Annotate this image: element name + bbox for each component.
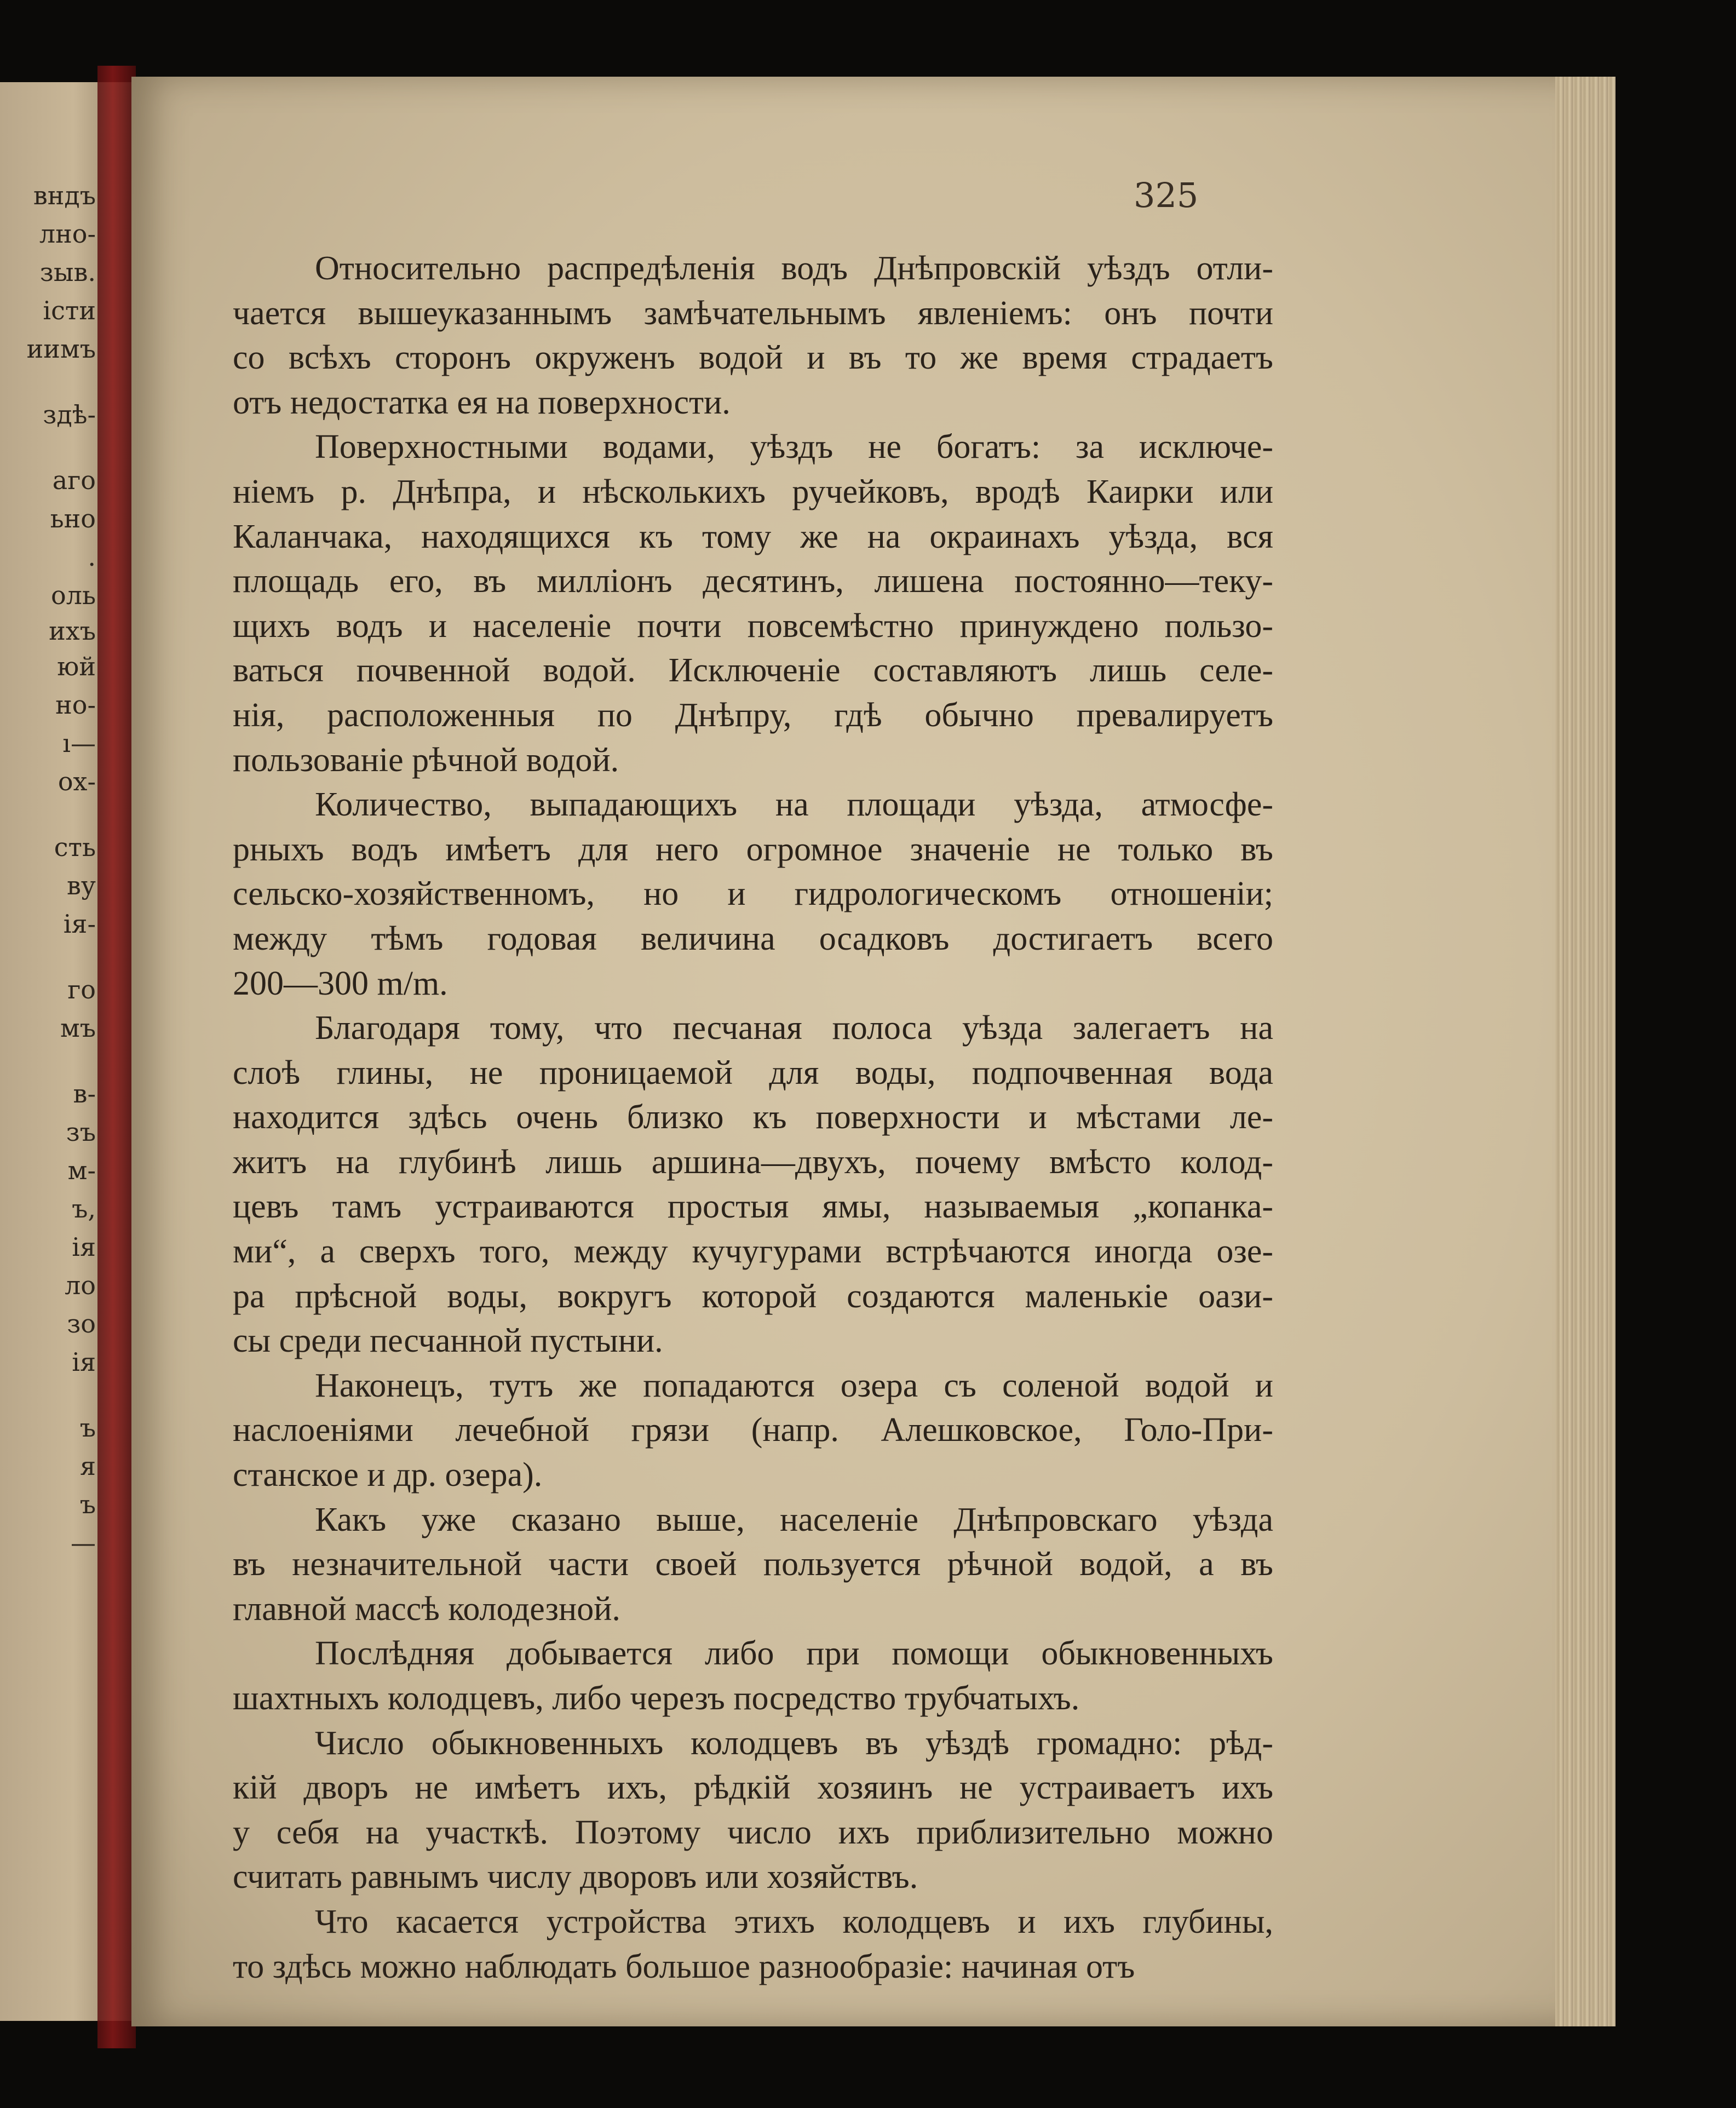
left-page-fragment: ія- [63, 909, 96, 939]
binding-ribbon [97, 66, 136, 2048]
paragraph [233, 783, 1273, 1006]
text-line: чается вышеуказаннымъ замѣчательнымъ явленіемъ: онъ почти [233, 294, 1273, 332]
paragraph [233, 1364, 1273, 1498]
text-line: сельско-хозяйственномъ, но и гидрологическомъ отношеніи; [233, 875, 1273, 913]
paragraph [233, 425, 1273, 783]
text-line: Каланчака, находящихся къ тому же на окраинахъ уѣзда, вся [233, 518, 1273, 555]
left-page-fragment: го [67, 975, 96, 1004]
text-line: Наконецъ, тутъ же попадаются озера съ соленой водой и [315, 1366, 1273, 1404]
left-page-fragment: я [79, 1451, 96, 1481]
left-page-fragment: ихъ [49, 616, 96, 646]
page-stack-edge [1555, 77, 1616, 2026]
left-page-fragment: істи [43, 296, 96, 325]
text-line: главной массѣ колодезной. [233, 1590, 620, 1628]
paragraph [233, 1632, 1273, 1721]
text-line: ми“, а сверхъ того, между кучугурами встрѣчаются иногда озе- [233, 1233, 1273, 1271]
text-line: ра прѣсной воды, вокругъ которой создаются маленькіе оази- [233, 1277, 1273, 1315]
left-page-fragment: сть [54, 832, 96, 862]
text-line: Относительно распредѣленія водъ Днѣпровскій уѣздъ отли- [315, 250, 1273, 287]
left-page-fragment: вндъ [33, 181, 96, 210]
body-text [233, 246, 1273, 1989]
left-page-fragment: ву [67, 871, 96, 900]
text-line: щихъ водъ и населеніе почти повсемѣстно принуждено пользо- [233, 607, 1273, 645]
text-line: между тѣмъ годовая величина осадковъ достигаетъ всего [233, 920, 1273, 957]
text-line: то здѣсь можно наблюдать большое разнообразіе: начиная отъ [233, 1948, 1135, 1985]
text-line: цевъ тамъ устраиваются простыя ямы, называемыя „копанка- [233, 1188, 1273, 1226]
text-line: со всѣхъ сторонъ окруженъ водой и въ то же время страдаетъ [233, 339, 1273, 377]
text-line: отъ недостатка ея на поверхности. [233, 383, 731, 421]
left-page-fragment: оль [51, 581, 96, 610]
text-line: ваться почвенной водой. Исключеніе составляютъ лишь селе- [233, 652, 1273, 690]
text-line: станское и др. озера). [233, 1456, 543, 1494]
left-page-fragment: ьно [50, 504, 96, 533]
paragraph [233, 1006, 1273, 1364]
paragraph [233, 246, 1273, 425]
text-line: Поверхностными водами, уѣздъ не богатъ: за исключе- [315, 428, 1273, 466]
left-page-fragment: ло [65, 1271, 96, 1300]
text-line: 200—300 m/m. [233, 964, 448, 1002]
page-number: 325 [1134, 175, 1199, 215]
left-page-fragment: здѣ- [43, 400, 96, 429]
left-page-fragment: аго [52, 466, 96, 495]
text-line: площадь его, въ милліонъ десятинъ, лишена постоянно—теку- [233, 562, 1273, 600]
left-page-fragment: ъ, [72, 1194, 96, 1224]
left-page-fragment: зо [67, 1309, 96, 1339]
text-line: Какъ уже сказано выше, населеніе Днѣпровскаго уѣзда [315, 1501, 1273, 1538]
text-line: Послѣдняя добывается либо при помощи обыкновенныхъ [315, 1635, 1273, 1673]
text-line: нія, расположенныя по Днѣпру, гдѣ обычно превалируетъ [233, 696, 1273, 734]
text-line: ніемъ р. Днѣпра, и нѣсколькихъ ручейковъ, вродѣ Каирки или [233, 473, 1273, 510]
left-page-fragment: ъ [79, 1413, 96, 1443]
text-line: житъ на глубинѣ лишь аршина—двухъ, почему вмѣсто колод- [233, 1143, 1273, 1181]
left-page-fragment: ія [72, 1232, 96, 1262]
left-page-fragment: зъ [66, 1117, 96, 1147]
text-line: у себя на участкѣ. Поэтому число ихъ приблизительно можно [233, 1813, 1273, 1851]
text-line: Благодаря тому, что песчаная полоса уѣзда залегаетъ на [315, 1009, 1273, 1047]
text-line: Количество, выпадающихъ на площади уѣзда, атмосфе- [315, 786, 1273, 824]
text-line: рныхъ водъ имѣетъ для него огромное значеніе не только въ [233, 830, 1273, 868]
left-page-fragment: ія [72, 1347, 96, 1377]
text-line: считать равнымъ числу дворовъ или хозяйствъ. [233, 1858, 918, 1896]
left-page-fragment: иимъ [26, 334, 96, 364]
left-page-fragment: в- [73, 1079, 96, 1108]
text-line: Что касается устройства этихъ колодцевъ и ихъ глубины, [315, 1903, 1273, 1940]
text-line: Число обыкновенныхъ колодцевъ въ уѣздѣ громадно: рѣд- [315, 1724, 1273, 1762]
left-page-fragment: — [71, 1528, 96, 1558]
left-page-fragment: мъ [60, 1013, 96, 1043]
text-line: сы среди песчанной пустыни. [233, 1322, 663, 1360]
left-page-fragment: м- [67, 1156, 96, 1185]
left-page-fragment: но- [55, 690, 96, 720]
text-line: слоѣ глины, не проницаемой для воды, подпочвенная вода [233, 1054, 1273, 1092]
left-page-fragment: юй [57, 652, 96, 681]
left-page-fragment: ъ [79, 1490, 96, 1519]
text-line: пользованіе рѣчной водой. [233, 741, 619, 779]
text-line: наслоеніями лечебной грязи (напр. Алешковское, Голо-При- [233, 1411, 1273, 1449]
left-page-fragment: ı— [62, 728, 96, 758]
left-page-fragment: лно- [39, 219, 96, 249]
text-line: находится здѣсь очень близко къ поверхности и мѣстами ле- [233, 1099, 1273, 1136]
paragraph [233, 1498, 1273, 1632]
left-page-fragment: зыв. [39, 257, 96, 287]
left-page-fragment: . [88, 542, 96, 572]
text-line: въ незначительной части своей пользуется рѣчной водой, а въ [233, 1546, 1273, 1583]
paragraph [233, 1721, 1273, 1900]
text-line: шахтныхъ колодцевъ, либо черезъ посредство трубчатыхъ. [233, 1680, 1080, 1717]
text-line: кій дворъ не имѣетъ ихъ, рѣдкій хозяинъ не устраиваетъ ихъ [233, 1769, 1273, 1807]
left-page-fragment: ох- [58, 767, 96, 796]
paragraph [233, 1900, 1273, 1989]
left-page-text-fragments [0, 82, 99, 2021]
